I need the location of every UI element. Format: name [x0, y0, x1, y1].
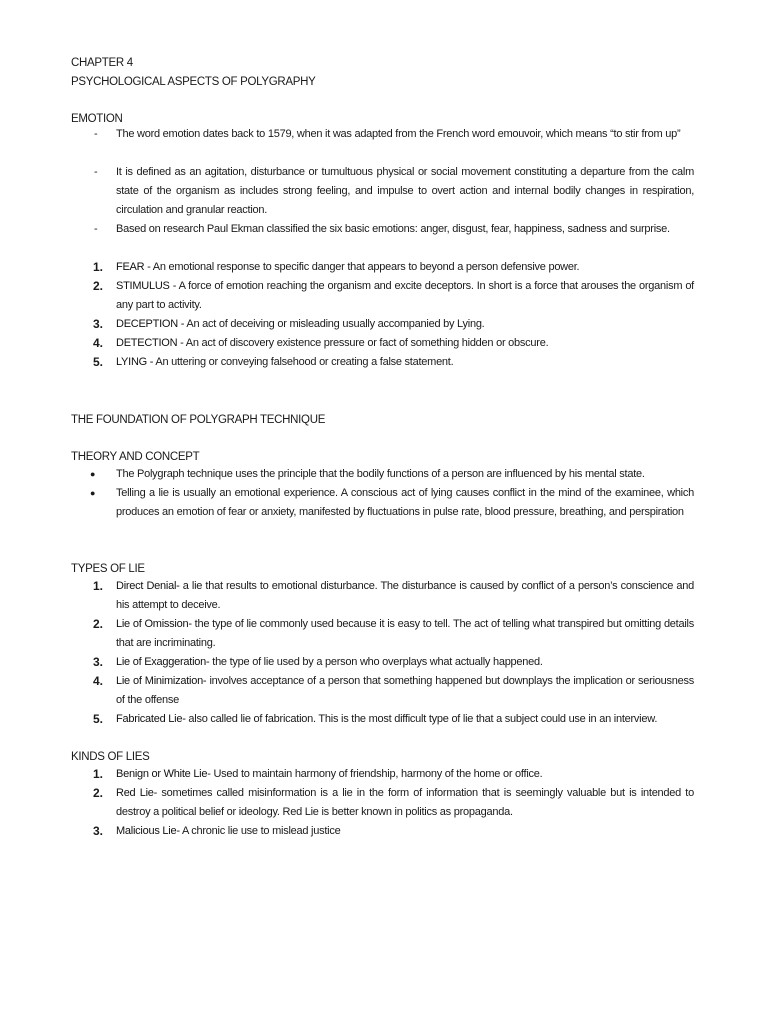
list-term: Lie of Minimization- [116, 675, 207, 687]
list-description: the type of lie used by a person who overplays what actually happened. [209, 656, 543, 668]
list-number: 1. [93, 260, 104, 274]
chapter-label: CHAPTER 4 [71, 57, 133, 69]
list-item-red-lie [116, 784, 694, 822]
list-description: - Used to maintain harmony of friendship, harmony of the home or office. [207, 768, 543, 780]
section-heading-emotion: EMOTION [71, 113, 123, 125]
list-term: DECEPTION - [116, 318, 185, 330]
list-item-detection [116, 334, 694, 353]
list-item-lie-of-exaggeration [116, 653, 694, 672]
emotion-paragraph-ekman: Based on research Paul Ekman classified the six basic emotions: anger, disgust, fear, happiness, sadness and surprise. [116, 223, 670, 235]
list-term: Lie of Omission- [116, 618, 192, 630]
list-item-fabricated-lie [116, 710, 694, 729]
chapter-title: PSYCHOLOGICAL ASPECTS OF POLYGRAPHY [71, 76, 316, 88]
section-heading-kinds-of-lies: KINDS OF LIES [71, 751, 150, 763]
list-description: A chronic lie use to mislead justice [179, 825, 341, 837]
list-item-lying [116, 353, 694, 372]
list-number: 4. [93, 674, 104, 688]
list-item-deception [116, 315, 694, 334]
list-term: LYING - [116, 356, 154, 368]
section-heading-foundation: THE FOUNDATION OF POLYGRAPH TECHNIQUE [71, 414, 326, 426]
list-number: 2. [93, 279, 104, 293]
list-description: An act of discovery existence pressure or fact of something hidden or obscure. [183, 337, 549, 349]
list-item-white-lie [116, 765, 694, 784]
list-description: - An emotional response to specific danger that appears to beyond a person defensive power. [144, 261, 580, 273]
list-term: Direct Denial- [116, 580, 180, 592]
list-description: the type of lie commonly used because it is easy to tell. The act of telling what transpired but omitting details that are incriminating. [116, 618, 694, 649]
list-item-fear [116, 258, 694, 277]
list-number: 3. [93, 655, 104, 669]
list-number: 4. [93, 336, 104, 350]
list-description: An uttering or conveying falsehood or creating a false statement. [153, 356, 454, 368]
dash-marker: - [94, 166, 98, 178]
list-term: Malicious Lie- [116, 825, 180, 837]
list-term: DETECTION - [116, 337, 184, 349]
list-description: also called lie of fabrication. This is the most difficult type of lie that a subject could use in an interview. [185, 713, 658, 725]
list-number: 2. [93, 617, 104, 631]
section-heading-types-of-lie: TYPES OF LIE [71, 563, 145, 575]
list-term: Lie of Exaggeration- [116, 656, 210, 668]
list-number: 5. [93, 355, 104, 369]
bullet-marker: ● [90, 469, 96, 479]
emotion-paragraph-definition: It is defined as an agitation, disturbance or tumultuous physical or social movement constituting a departure from the calm state of the organism as includes strong feeling, and impulse to overt action and internal bodily changes in respiration, circulation and granular reaction. [116, 166, 694, 216]
list-item-lie-of-omission [116, 615, 694, 653]
list-number: 5. [93, 712, 104, 726]
dash-marker: - [94, 128, 98, 140]
list-number: 3. [93, 317, 104, 331]
list-item-direct-denial [116, 577, 694, 615]
list-number: 3. [93, 824, 104, 838]
subheading-theory-concept: THEORY AND CONCEPT [71, 451, 200, 463]
theory-paragraph-principle: The Polygraph technique uses the principle that the bodily functions of a person are influenced by his mental state. [116, 468, 645, 480]
list-number: 2. [93, 786, 104, 800]
list-description: involves acceptance of a person that something happened but downplays the implication or seriousness of the offense [116, 675, 694, 706]
list-item-malicious-lie [116, 822, 694, 841]
bullet-marker: ● [90, 488, 96, 498]
emotion-paragraph-etymology: The word emotion dates back to 1579, when it was adapted from the French word emouvoir, which means “to stir from up” [116, 128, 681, 140]
list-term: STIMULUS [116, 280, 170, 292]
list-term: FEAR [116, 261, 145, 273]
list-term: Red Lie [116, 787, 154, 799]
list-item-lie-of-minimization [116, 672, 694, 710]
list-number: 1. [93, 579, 104, 593]
list-item-stimulus [116, 277, 694, 315]
list-description: - A force of emotion reaching the organism and excite deceptors. In short is a force that arouses the organism of any part to activity. [116, 280, 694, 311]
theory-paragraph-lie-emotion: Telling a lie is usually an emotional experience. A conscious act of lying causes conflict in the mind of the examinee, which produces an emotion of fear or anxiety, manifested by fluctuations in pulse rate, blood pressure, breathing, and perspiration [116, 487, 694, 518]
list-number: 1. [93, 767, 104, 781]
list-term: Benign or White Lie [116, 768, 208, 780]
dash-marker: - [94, 223, 98, 235]
list-description: - sometimes called misinformation is a lie in the form of information that is seemingly valuable but is intended to destroy a political belief or ideology. Red Lie is better known in politics as propaganda. [116, 787, 694, 818]
list-term: Fabricated Lie- [116, 713, 186, 725]
list-description: a lie that results to emotional disturbance. The disturbance is caused by conflict of a person’s conscience and his attempt to deceive. [116, 580, 694, 611]
list-description: An act of deceiving or misleading usually accompanied by Lying. [184, 318, 485, 330]
